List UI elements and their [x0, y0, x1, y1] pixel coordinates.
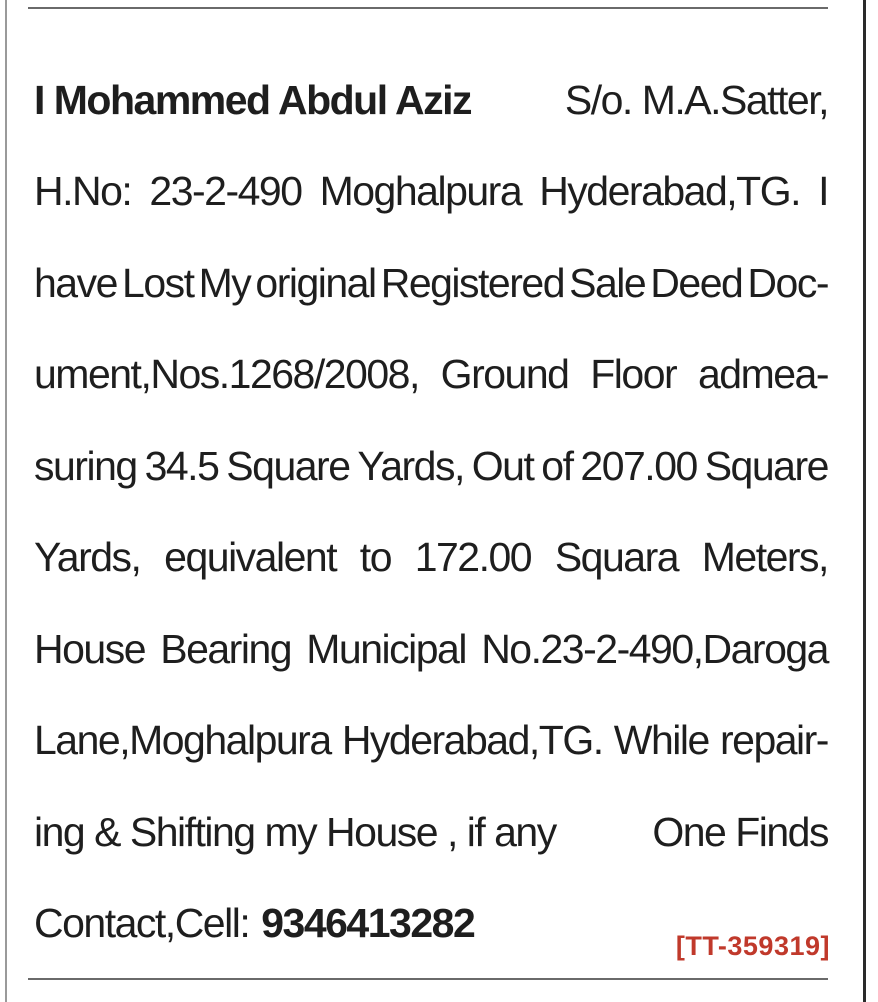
- top-divider: [28, 7, 828, 9]
- word: Yards,: [357, 442, 464, 489]
- notice-line-6: [34, 512, 828, 604]
- parentage: S/o. M.A.Satter,: [564, 76, 828, 123]
- word: Squara: [554, 534, 679, 581]
- notice-line-1: [34, 54, 828, 146]
- word: of: [541, 442, 573, 489]
- word: repair-: [719, 717, 828, 764]
- right-border: [863, 0, 866, 1002]
- word: have: [34, 259, 117, 306]
- notice-line-4: [34, 329, 828, 421]
- notice-line-7: [34, 603, 828, 695]
- word: Hyderabad,TG.: [341, 717, 603, 764]
- notice-line-2: [34, 146, 828, 238]
- notice-line-9: ing & Shifting my House , if any One Finds: [34, 808, 828, 855]
- word: Bearing: [160, 625, 292, 672]
- word: Municipal: [306, 625, 466, 672]
- advertiser-name: I Mohammed Abdul Aziz: [34, 76, 471, 123]
- word: Lane,Moghalpura: [34, 717, 331, 764]
- word: My: [198, 259, 251, 306]
- word: equivalent: [164, 534, 337, 581]
- word: to: [359, 534, 391, 581]
- word: Deed: [650, 259, 743, 306]
- word: Doc-: [747, 259, 828, 306]
- reference-code: [TT-359319]: [675, 931, 830, 961]
- word: Moghalpura: [319, 168, 522, 215]
- phone-number: 9346413282: [261, 900, 475, 947]
- word: I: [818, 168, 828, 215]
- word: Ground: [440, 351, 569, 398]
- word: While: [613, 717, 709, 764]
- word: Out: [471, 442, 534, 489]
- word: Yards,: [34, 534, 141, 581]
- word: Meters,: [701, 534, 828, 581]
- word: 34.5: [144, 442, 219, 489]
- word: Hyderabad,TG.: [539, 168, 800, 215]
- word: Square: [704, 442, 828, 489]
- left-border: [5, 0, 7, 1002]
- lost-document-notice: [34, 54, 828, 969]
- word: 207.00: [580, 442, 697, 489]
- word: Floor: [590, 351, 677, 398]
- word: Sale: [569, 259, 646, 306]
- word: ument,Nos.1268/2008,: [34, 351, 419, 398]
- notice-line-5: [34, 420, 828, 512]
- notice-line-3: [34, 237, 828, 329]
- word: House: [34, 625, 146, 672]
- notice-line-8: [34, 695, 828, 787]
- word: 23-2-490: [149, 168, 302, 215]
- contact-label: Contact,Cell:: [34, 900, 250, 947]
- word: admea-: [697, 351, 828, 398]
- word: 172.00: [414, 534, 532, 581]
- word: suring: [34, 442, 137, 489]
- word: No.23-2-490,Daroga: [481, 625, 828, 672]
- bottom-divider: [28, 978, 828, 980]
- word: Lost: [122, 259, 194, 306]
- word: Square: [226, 442, 350, 489]
- word: Registered: [380, 259, 564, 306]
- word: H.No:: [34, 168, 132, 215]
- word: original: [255, 259, 376, 306]
